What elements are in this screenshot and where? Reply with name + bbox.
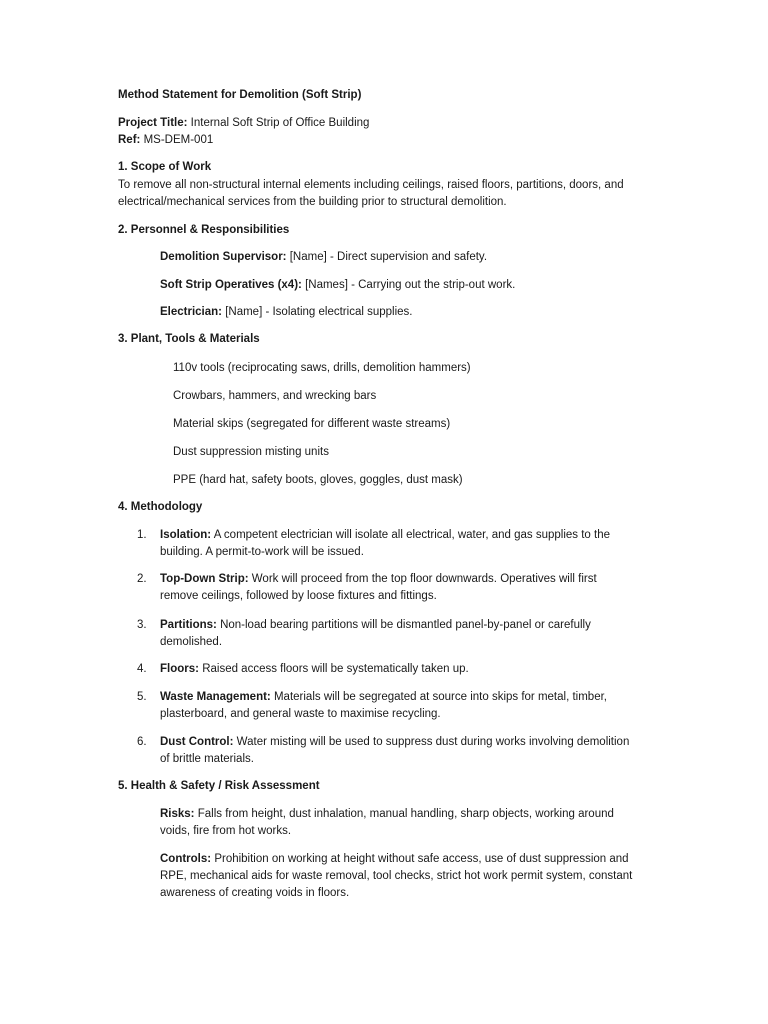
- project-title-line: [118, 115, 369, 132]
- personnel-role: Demolition Supervisor:: [160, 251, 287, 263]
- step-text: A competent electrician will isolate all electrical, water, and gas supplies to the: [213, 529, 611, 541]
- scope-heading: 1. Scope of Work: [118, 161, 212, 173]
- step-text: demolished.: [160, 636, 223, 648]
- step-line: [160, 571, 597, 588]
- plant-item: Material skips (segregated for different waste streams): [173, 418, 451, 430]
- step-line: [160, 617, 591, 634]
- step-number: 3.: [137, 619, 147, 631]
- step-number: 2.: [137, 573, 147, 585]
- scope-text-line: electrical/mechanical services from the building prior to structural demolition.: [118, 196, 507, 208]
- step-number: 1.: [137, 529, 147, 541]
- risks-text: voids, fire from hot works.: [160, 825, 292, 837]
- personnel-role: Soft Strip Operatives (x4):: [160, 279, 302, 291]
- personnel-desc: [Name] - Direct supervision and safety.: [289, 251, 488, 263]
- step-label: Waste Management:: [160, 691, 271, 703]
- step-line: [160, 734, 629, 751]
- scope-text-line: To remove all non-structural internal elements including ceilings, raised floors, partitions, doors, and: [118, 179, 624, 191]
- step-label: Partitions:: [160, 619, 217, 631]
- risks-text: Falls from height, dust inhalation, manual handling, sharp objects, working around: [197, 808, 614, 820]
- controls-text: RPE, mechanical aids for waste removal, tool checks, strict hot work permit system, constant: [160, 870, 633, 882]
- step-line: [160, 527, 610, 544]
- step-text: building. A permit-to-work will be issued.: [160, 546, 364, 558]
- document-title: Method Statement for Demolition (Soft Strip): [118, 89, 362, 101]
- ref-line: [118, 132, 213, 149]
- step-text: Raised access floors will be systematically taken up.: [202, 663, 469, 675]
- project-title-value: Internal Soft Strip of Office Building: [190, 117, 370, 129]
- step-text: of brittle materials.: [160, 753, 254, 765]
- step-text: Non-load bearing partitions will be dismantled panel-by-panel or carefully: [220, 619, 591, 631]
- risks-label: Risks:: [160, 808, 195, 820]
- step-line: [160, 689, 607, 706]
- plant-heading: 3. Plant, Tools & Materials: [118, 333, 260, 345]
- personnel-heading: 2. Personnel & Responsibilities: [118, 224, 290, 236]
- plant-item: 110v tools (reciprocating saws, drills, demolition hammers): [173, 362, 471, 374]
- ref-label: Ref:: [118, 134, 141, 146]
- personnel-item: [160, 304, 412, 321]
- plant-item: Dust suppression misting units: [173, 446, 329, 458]
- plant-item: PPE (hard hat, safety boots, gloves, goggles, dust mask): [173, 474, 463, 486]
- controls-label: Controls:: [160, 853, 212, 865]
- ref-value: MS-DEM-001: [143, 134, 214, 146]
- personnel-desc: [Name] - Isolating electrical supplies.: [225, 306, 413, 318]
- step-line: [160, 661, 469, 678]
- risks-line: [160, 806, 614, 823]
- health-safety-heading: 5. Health & Safety / Risk Assessment: [118, 780, 320, 792]
- step-number: 6.: [137, 736, 147, 748]
- personnel-role: Electrician:: [160, 306, 222, 318]
- methodology-heading: 4. Methodology: [118, 501, 203, 513]
- step-label: Isolation:: [160, 529, 212, 541]
- step-text: Water misting will be used to suppress dust during works involving demolition: [236, 736, 630, 748]
- step-label: Floors:: [160, 663, 199, 675]
- controls-text: Prohibition on working at height without safe access, use of dust suppression and: [214, 853, 629, 865]
- controls-text: awareness of creating voids in floors.: [160, 887, 350, 899]
- step-text: remove ceilings, followed by loose fixtures and fittings.: [160, 590, 437, 602]
- personnel-item: [160, 277, 515, 294]
- step-number: 4.: [137, 663, 147, 675]
- personnel-item: [160, 249, 487, 266]
- controls-line: [160, 851, 629, 868]
- step-text: plasterboard, and general waste to maximise recycling.: [160, 708, 441, 720]
- step-label: Top-Down Strip:: [160, 573, 249, 585]
- step-text: Materials will be segregated at source into skips for metal, timber,: [273, 691, 607, 703]
- plant-item: Crowbars, hammers, and wrecking bars: [173, 390, 377, 402]
- project-title-label: Project Title:: [118, 117, 188, 129]
- step-number: 5.: [137, 691, 147, 703]
- personnel-desc: [Names] - Carrying out the strip-out work.: [305, 279, 516, 291]
- step-label: Dust Control:: [160, 736, 234, 748]
- step-text: Work will proceed from the top floor downwards. Operatives will first: [251, 573, 597, 585]
